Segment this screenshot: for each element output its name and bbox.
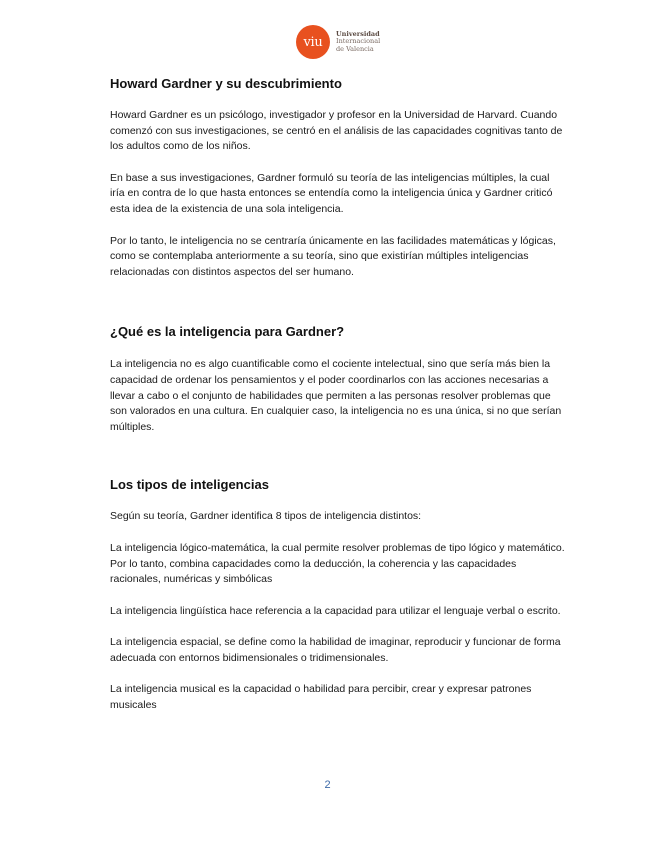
viu-logo-mark: viu — [296, 25, 330, 59]
section-heading-gardner: Howard Gardner y su descubrimiento — [110, 76, 342, 91]
logo-line-2: Internacional — [336, 37, 381, 46]
paragraph: Howard Gardner es un psicólogo, investigador y profesor en la Universidad de Harvard. Cuando comenzó con sus investigaciones, se centró en el análisis de las capacidades cognitivas tanto de los adultos como de los niños. — [110, 109, 563, 153]
logo-line-1: Universidad — [336, 29, 380, 38]
university-logo — [296, 25, 380, 59]
paragraph: La inteligencia no es algo cuantificable como el cociente intelectual, sino que sería más bien la capacidad de ordenar los pensamientos y el poder coordinarlos con las acciones necesarias a llevar a cabo o el conjunto de habilidades que permiten a las personas resolver problemas que son valorados en una cultura. En cualquier caso, la inteligencia no es una única, si no que serían múltiples. — [110, 358, 562, 433]
paragraph: La inteligencia musical es la capacidad o habilidad para percibir, crear y expresar patrones musicales — [110, 683, 532, 712]
section-heading-que-es: ¿Qué es la inteligencia para Gardner? — [110, 324, 345, 340]
paragraph: La inteligencia espacial, se define como la habilidad de imaginar, reproducir y funcionar de forma adecuada con entornos bidimensionales o tridimensionales. — [110, 636, 561, 664]
logo-wordmark — [336, 31, 380, 54]
document-body — [110, 76, 566, 714]
page-number: 2 — [324, 779, 331, 791]
paragraph: Por lo tanto, le inteligencia no se centraría únicamente en las facilidades matemáticas y lógicas, como se contemplaba anteriormente a su teoría, sino que existirían múltiples inteligencias relacionadas con distintos aspectos del ser humano. — [110, 234, 556, 278]
paragraph: La inteligencia lógico-matemática, la cual permite resolver problemas de tipo lógico y matemático. Por lo tanto, combina capacidades como la deducción, la coherencia y las capacidades racionales, numéricas y simbólicas — [110, 541, 565, 586]
logo-line-3: de Valencia — [336, 44, 374, 53]
paragraph: Según su teoría, Gardner identifica 8 tipos de inteligencia distintos: — [110, 510, 422, 523]
paragraph: La inteligencia lingüística hace referencia a la capacidad para utilizar el lenguaje verbal o escrito. — [110, 604, 561, 617]
paragraph: En base a sus investigaciones, Gardner formuló su teoría de las inteligencias múltiples, la cual iría en contra de lo que hasta entonces se entendía como la inteligencia única y Gardner criticó esta idea de la existencia de una sola inteligencia. — [110, 171, 553, 215]
section-heading-tipos: Los tipos de inteligencias — [110, 477, 269, 493]
